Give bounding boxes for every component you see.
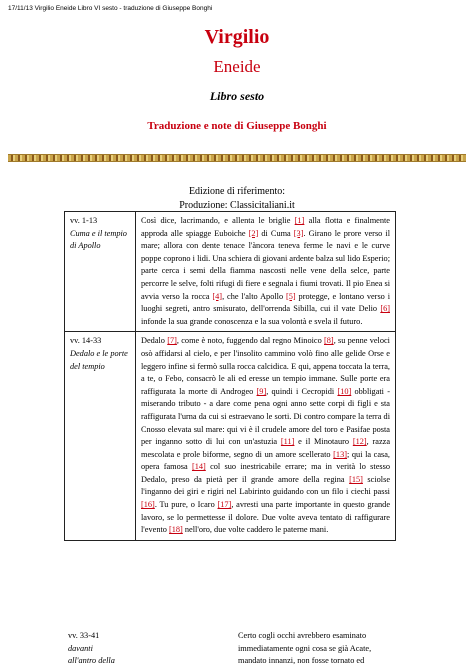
translation-text: , su penne veloci osò affidarsi al cielo, e per l'insolito cammino volò fino alle gelide Orse e leggero infine si fermò sulla rocca calcidica. E qui, appena toccata la terra, a te, o Febo, consacrò le ali ed eresse un tempio immane. Sulle porte era raffigurata la morte di Androgeo [141, 336, 390, 396]
footnote-link[interactable]: [18] [169, 525, 183, 535]
footnote-link[interactable]: [14] [191, 462, 206, 472]
translation-text: col suo inestricabile errare; ma in verità lo stesso Dedalo, preso da pietà per il grande amore della regina [141, 462, 390, 484]
footnote-link[interactable]: [17] [217, 500, 232, 510]
translation-text: sciolse l'inganno dei giri e rigiri nel Labirinto guidando con un filo i ciechi passi [141, 474, 390, 497]
translation-text-cell [136, 332, 396, 541]
ornamental-divider [8, 154, 466, 162]
work-title: Eneide [213, 57, 261, 76]
translation-text: , che l'alto Apollo [222, 291, 286, 301]
translation-text: , come è noto, fuggendo dal regno Minoico [176, 336, 324, 346]
footnote-link[interactable]: [5] [286, 291, 296, 301]
translation-text: obbligati - miserando tributo - a dare come pena ogni anno sette corpi di figli e sta raffigurata l'urna da cui si estraevano le sorti. Di contro compare la terra di Cnosso elevata sul mare: qui vi è il crudele amore del toro e Pasifae posta per inganno sotto di lui con un'astuzia [141, 386, 390, 447]
footnote-link[interactable]: [1] [294, 216, 305, 225]
translation-line: immediatamente ogni cosa se già Acate, [238, 643, 372, 653]
section-subject-line: all'antro della [68, 656, 115, 666]
translation-table [64, 211, 396, 541]
bottom-left-cell [68, 630, 138, 668]
footnote-link[interactable]: [8] [324, 336, 334, 346]
translator-line: Traduzione e note di Giuseppe Bonghi [147, 120, 327, 132]
translation-text: Dedalo [141, 336, 168, 346]
translation-text: ; qui la casa, opera famosa [141, 449, 391, 472]
translation-text: nell'oro, due volte caddero le paterne mani. [182, 525, 329, 535]
footnote-link[interactable]: [12] [352, 437, 367, 447]
footnote-link[interactable]: [11] [280, 437, 295, 447]
edition-label: Edizione di riferimento: [188, 186, 286, 197]
translation-line: mandato innanzi, non fosse tornato ed [238, 656, 365, 666]
footnote-link[interactable]: [16] [141, 500, 155, 510]
footnote-link[interactable]: [15] [349, 474, 363, 484]
translation-text: Così dice, lacrimando, e allenta le briglie [141, 216, 295, 225]
section-subject-line: davanti [68, 643, 93, 653]
table-row [65, 332, 396, 541]
translation-text: , avresti una parte importante in questo grande lavoro, se lo permettesse il dolore. Due volte aveva tentato di raffigurare l'evento [141, 500, 390, 535]
footnote-link[interactable]: [13] [333, 449, 347, 459]
verse-range: vv. 33-41 [68, 631, 100, 640]
translation-text: alla flotta e finalmente approda alle spiagge Euboiche [141, 216, 390, 238]
section-label-cell [65, 212, 136, 332]
edition-source-text: Produzione: Classicitaliani.it [179, 200, 295, 211]
footnote-link[interactable]: [4] [212, 291, 223, 301]
translation-text-cell [136, 212, 396, 332]
book-title: Libro sesto [209, 89, 265, 103]
table-row [65, 212, 396, 332]
translation-text: , quindi i Cecropidi [266, 386, 338, 396]
footnote-link[interactable]: [3] [293, 228, 304, 238]
translation-line: Certo cogli occhi avrebbero esaminato [238, 631, 367, 640]
bottom-right-cell [238, 630, 408, 668]
verse-range: vv. 1-13 [70, 216, 98, 225]
footnote-link[interactable]: [7] [167, 336, 177, 346]
edition-source [0, 200, 474, 211]
section-subject: Dedalo e le porte del tempio [70, 348, 128, 371]
footnote-link[interactable]: [10] [337, 386, 352, 396]
translation-text: protegge, e lontano verso i luoghi segreti, antro smisurato, dell'orrenda Sibilla, cui il vate Delio [141, 291, 391, 314]
translation-text: e il Minotauro [294, 437, 353, 447]
verse-range: vv. 14-33 [70, 336, 102, 346]
footnote-link[interactable]: [2] [248, 228, 259, 238]
page-header: 17/11/13 Virgilio Eneide Libro VI sesto - traduzione di Giuseppe Bonghi [8, 5, 213, 12]
translation-text: . Tu pure, o Icaro [154, 500, 218, 510]
footnote-link[interactable]: [9] [256, 386, 267, 396]
translation-text: infonde la sua grande conoscenza e la sua volontà e svela il futuro. [141, 316, 363, 326]
author-title: Virgilio [204, 26, 270, 48]
translation-text: di Cuma [258, 228, 294, 238]
section-subject: Cuma e il tempio di Apollo [70, 228, 127, 251]
section-label-cell [65, 332, 136, 541]
footnote-link[interactable]: [6] [380, 304, 390, 314]
translation-text: . Girano le prore verso il mare; allora con dente tenace l'àncora teneva ferme le navi e le curve poppe coprono i lidi. Una schiera di giovani ardente balza sul lido Esperio; parte cerca i semi della fiamma nascosti nelle vene della selce, parte percorre le selve, folti rifugi di fiere e segnala i fiumi trovati. Il pio Enea si avvia verso la rocca [141, 228, 390, 301]
translation-text: , razza mescolata e prole biforme, segno di un amore scellerato [141, 437, 390, 459]
